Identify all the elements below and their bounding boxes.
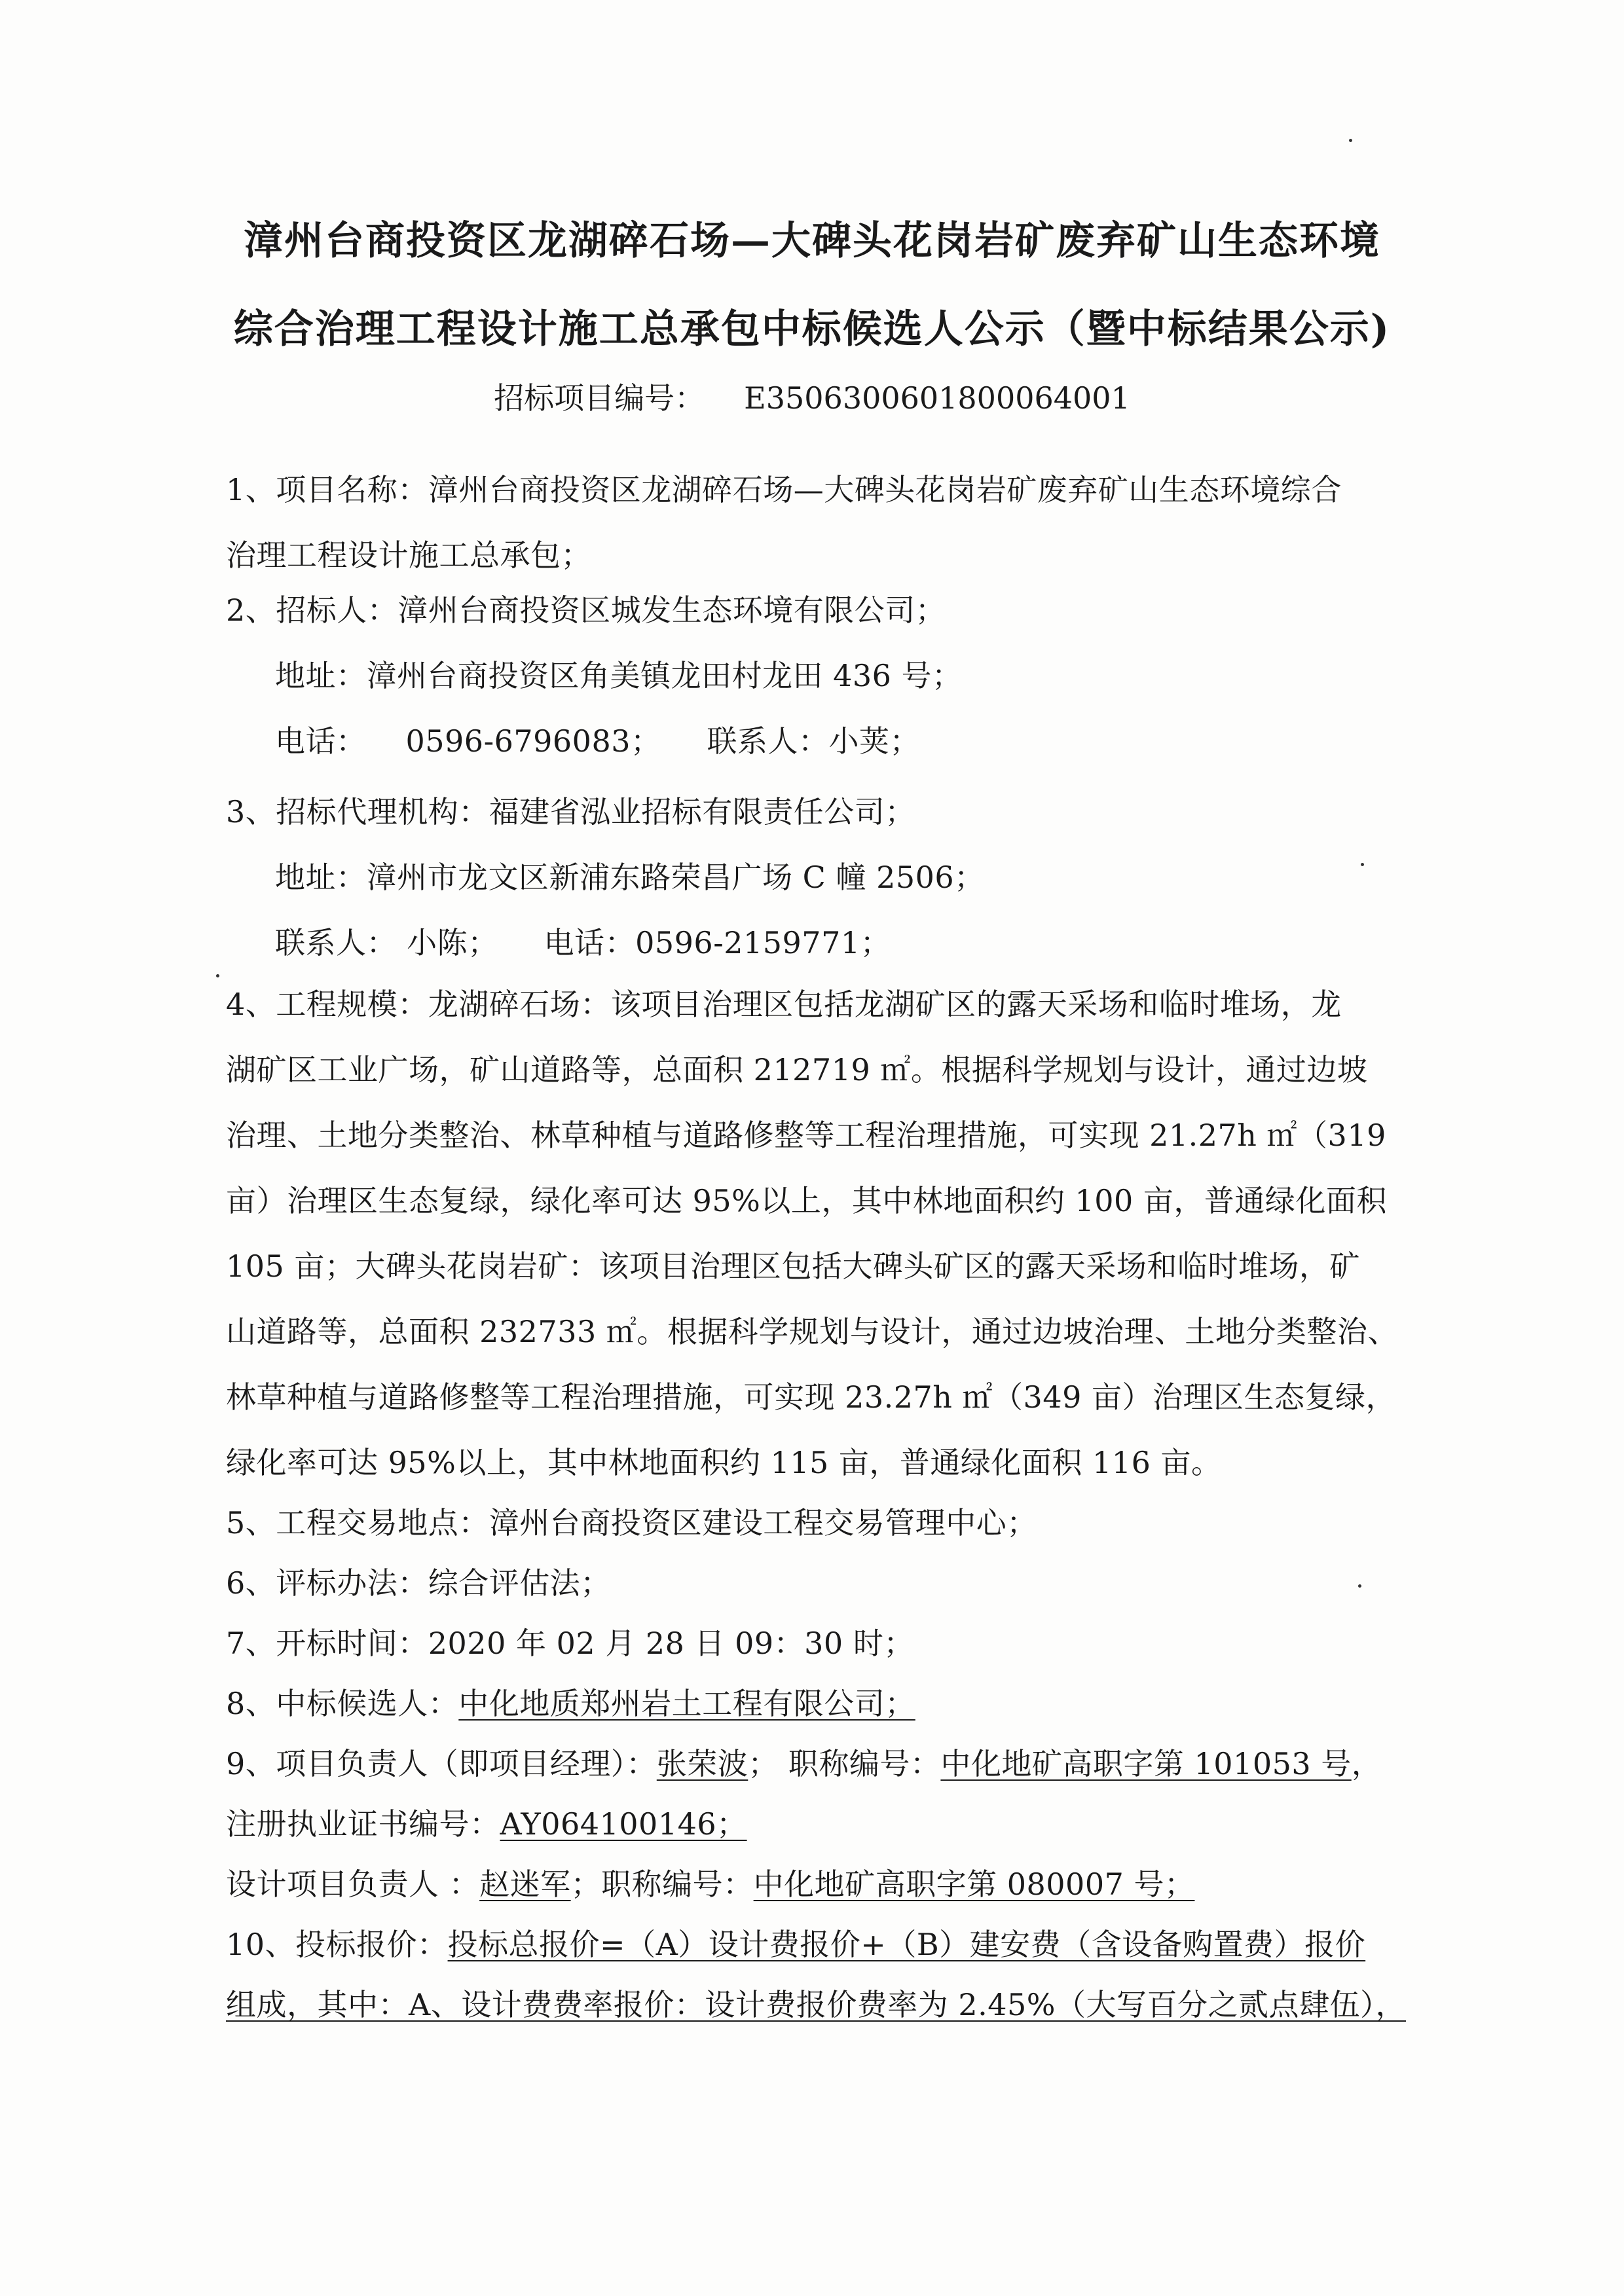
item-3-phone: 电话：0596-2159771； bbox=[544, 925, 891, 960]
item-4-line-6: 山道路等，总面积 232733 ㎡。根据科学规划与设计，通过边坡治理、土地分类整治、 bbox=[226, 1314, 1398, 1349]
item-2-address: 地址：漳州台商投资区角美镇龙田村龙田 436 号； bbox=[275, 658, 963, 693]
project-code-value: E3506300601800064001 bbox=[744, 380, 1130, 416]
item-2-phone-label: 电话： bbox=[275, 723, 367, 759]
project-manager: 张荣波 bbox=[656, 1746, 748, 1781]
item-5: 5、工程交易地点：漳州台商投资区建设工程交易管理中心； bbox=[226, 1505, 1037, 1540]
item-6: 6、评标办法：综合评估法； bbox=[226, 1565, 611, 1601]
cert-number: AY064100146； bbox=[500, 1806, 747, 1842]
item-4-line-3: 治理、土地分类整治、林草种植与道路修整等工程治理措施，可实现 21.27h ㎡（319 bbox=[226, 1118, 1386, 1153]
design-manager: 赵迷军 bbox=[479, 1867, 571, 1902]
item-9-line-1 bbox=[226, 1744, 1382, 1783]
item-7: 7、开标时间：2020 年 02 月 28 日 09：30 时； bbox=[226, 1626, 914, 1661]
item-4-line-5: 105 亩；大碑头花岗岩矿：该项目治理区包括大碑头矿区的露天采场和临时堆场，矿 bbox=[226, 1248, 1360, 1284]
design-fee-rate: 组成，其中：A、设计费费率报价：设计费报价费率为 2.45%（大写百分之贰点肆伍）， bbox=[226, 1987, 1406, 2022]
item-4-line-7: 林草种植与道路修整等工程治理措施，可实现 23.27h ㎡（349 亩）治理区生态复绿， bbox=[226, 1379, 1396, 1415]
item-2-tenderer: 2、招标人：漳州台商投资区城发生态环境有限公司； bbox=[226, 592, 946, 628]
item-9-comma: ， bbox=[1351, 1746, 1382, 1781]
item-9-cert-label: 注册执业证书编号： bbox=[226, 1806, 500, 1842]
item-1-line-1: 1、项目名称：漳州台商投资区龙湖碎石场—大碑头花岗岩矿废弃矿山生态环境综合 bbox=[226, 472, 1342, 507]
item-2-contact-line bbox=[275, 721, 920, 761]
item-2-contact: 联系人：小荚； bbox=[707, 723, 920, 759]
winning-candidate: 中化地质郑州岩土工程有限公司； bbox=[458, 1686, 915, 1721]
item-4-line-8: 绿化率可达 95%以上，其中林地面积约 115 亩，普通绿化面积 116 亩。 bbox=[226, 1445, 1222, 1480]
item-4-line-4: 亩）治理区生态复绿，绿化率可达 95%以上，其中林地面积约 100 亩，普通绿化面积 bbox=[226, 1183, 1387, 1218]
item-3-address: 地址：漳州市龙文区新浦东路荣昌广场 C 幢 2506； bbox=[275, 860, 985, 895]
item-9-line-2 bbox=[226, 1804, 747, 1844]
item-2-phone: 0596-6796083； bbox=[405, 723, 661, 759]
document-title-line-1: 漳州台商投资区龙湖碎石场—大碑头花岗岩矿废弃矿山生态环境 bbox=[244, 218, 1380, 264]
item-10-line-2 bbox=[226, 1985, 1406, 2024]
item-3-contact: 联系人： 小陈； bbox=[275, 925, 498, 960]
item-8 bbox=[226, 1684, 939, 1723]
document-title-line-2: 综合治理工程设计施工总承包中标候选人公示（暨中标结果公示) bbox=[233, 306, 1391, 352]
scan-speck bbox=[1361, 863, 1364, 866]
project-code bbox=[131, 374, 1493, 418]
item-4-line-2: 湖矿区工业广场，矿山道路等，总面积 212719 ㎡。根据科学规划与设计，通过边坡 bbox=[226, 1052, 1368, 1087]
item-9-title-label: ； 职称编号： bbox=[748, 1746, 941, 1781]
design-manager-label: 设计项目负责人 ： bbox=[226, 1867, 480, 1902]
item-3-contact-line bbox=[275, 923, 891, 962]
item-10-line-1 bbox=[226, 1925, 1365, 1964]
design-manager-title-no: 中化地矿高职字第 080007 号； bbox=[753, 1867, 1195, 1902]
item-9-line-3 bbox=[226, 1865, 1221, 1904]
item-1-line-2: 治理工程设计施工总承包； bbox=[226, 538, 591, 573]
item-10-label: 10、投标报价： bbox=[226, 1927, 448, 1962]
scan-speck bbox=[216, 974, 219, 977]
item-3-agency: 3、招标代理机构：福建省泓业招标有限责任公司； bbox=[226, 794, 915, 829]
scan-speck bbox=[1358, 1584, 1361, 1588]
scan-speck bbox=[1349, 139, 1352, 142]
project-manager-title-no: 中化地矿高职字第 101053 号 bbox=[940, 1746, 1352, 1781]
design-title-label: ；职称编号： bbox=[570, 1867, 754, 1902]
item-9-label: 9、项目负责人（即项目经理）： bbox=[226, 1746, 657, 1781]
item-8-label: 8、中标候选人： bbox=[226, 1686, 459, 1721]
project-code-label: 招标项目编号： bbox=[494, 380, 705, 416]
bid-price-formula: 投标总报价=（A）设计费报价+（B）建安费（含设备购置费）报价 bbox=[447, 1927, 1366, 1962]
item-4-line-1: 4、工程规模：龙湖碎石场：该项目治理区包括龙湖矿区的露天采场和临时堆场，龙 bbox=[226, 987, 1342, 1022]
